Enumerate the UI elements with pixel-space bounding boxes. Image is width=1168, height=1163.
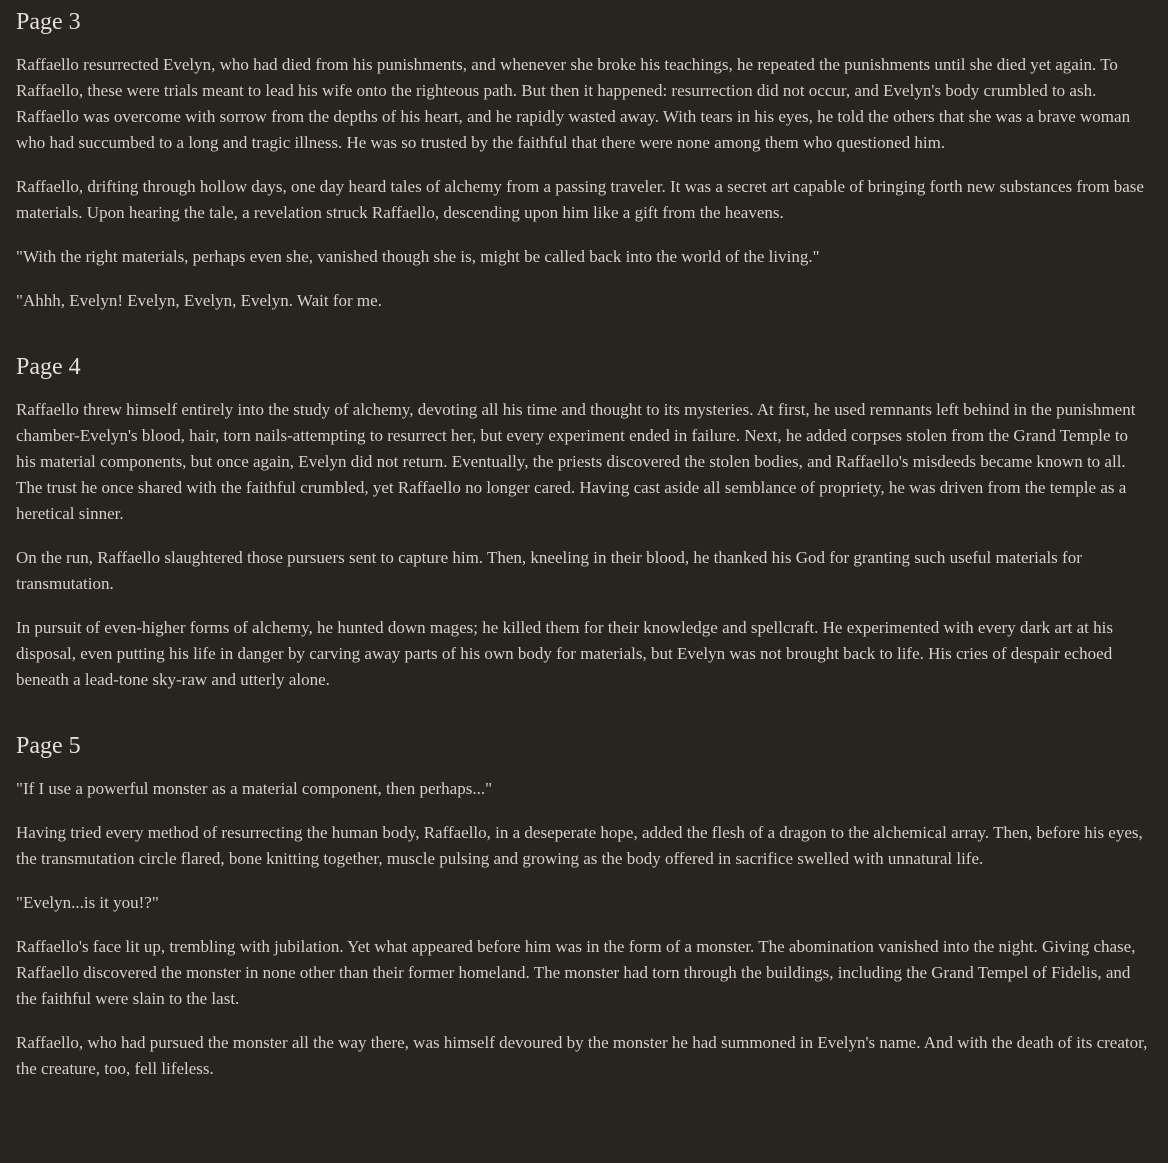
page-4-heading: Page 4 xyxy=(16,354,81,380)
page-5-heading: Page 5 xyxy=(16,733,81,759)
page-5-section xyxy=(0,693,1168,1082)
paragraph: Raffaello, drifting through hollow days, one day heard tales of alchemy from a passing traveler. It was a secret art capable of bringing forth new substances from base materials. Upon hearing the tale, a revelation struck Raffaello, descending upon him like a gift from the heavens. xyxy=(16,177,1144,222)
paragraph: Raffaello resurrected Evelyn, who had died from his punishments, and whenever she broke his teachings, he repeated the punishments until she died yet again. To Raffaello, these were trials meant to lead his wife onto the righteous path. But then it happened: resurrection did not occur, and Evelyn's body crumbled to ash. Raffaello was overcome with sorrow from the depths of his heart, and he rapidly wasted away. With tears in his eyes, he told the others that she was a brave woman who had succumbed to a long and tragic illness. He was so trusted by the faithful that there were none among them who questioned him. xyxy=(16,55,1131,152)
paragraph: In pursuit of even-higher forms of alchemy, he hunted down mages; he killed them for their knowledge and spellcraft. He experimented with every dark art at his disposal, even putting his life in danger by carving away parts of his own body for materials, but Evelyn was not brought back to life. His cries of despair echoed beneath a lead-tone sky-raw and utterly alone. xyxy=(16,618,1113,689)
paragraph: "Evelyn...is it you!?" xyxy=(16,893,159,912)
paragraph: Raffaello's face lit up, trembling with jubilation. Yet what appeared before him was in the form of a monster. The abomination vanished into the night. Giving chase, Raffaello discovered the monster in none other than their former homeland. The monster had torn through the buildings, including the Grand Tempel of Fidelis, and the faithful were slain to the last. xyxy=(16,937,1136,1008)
paragraph: On the run, Raffaello slaughtered those pursuers sent to capture him. Then, kneeling in their blood, he thanked his God for granting such useful materials for transmutation. xyxy=(16,548,1082,593)
paragraph: Having tried every method of resurrecting the human body, Raffaello, in a deseperate hope, added the flesh of a dragon to the alchemical array. Then, before his eyes, the transmutation circle flared, bone knitting together, muscle pulsing and growing as the body offered in sacrifice swelled with unnatural life. xyxy=(16,823,1143,868)
page-3-heading: Page 3 xyxy=(16,9,81,35)
paragraph: "Ahhh, Evelyn! Evelyn, Evelyn, Evelyn. Wait for me. xyxy=(16,291,382,310)
paragraph: Raffaello, who had pursued the monster all the way there, was himself devoured by the monster he had summoned in Evelyn's name. And with the death of its creator, the creature, too, fell lifeless. xyxy=(16,1033,1148,1078)
paragraph: "With the right materials, perhaps even she, vanished though she is, might be called back into the world of the living." xyxy=(16,247,820,266)
page-4-section xyxy=(0,314,1168,693)
paragraph: "If I use a powerful monster as a material component, then perhaps..." xyxy=(16,779,493,798)
paragraph: Raffaello threw himself entirely into the study of alchemy, devoting all his time and thought to its mysteries. At first, he used remnants left behind in the punishment chamber-Evelyn's blood, hair, torn nails-attempting to resurrect her, but every experiment ended in failure. Next, he added corpses stolen from the Grand Temple to his material components, but once again, Evelyn did not return. Eventually, the priests discovered the stolen bodies, and Raffaello's misdeeds became known to all. The trust he once shared with the faithful crumbled, yet Raffaello no longer cared. Having cast aside all semblance of propriety, he was driven from the temple as a heretical sinner. xyxy=(16,400,1136,523)
page-3-section xyxy=(0,0,1168,314)
